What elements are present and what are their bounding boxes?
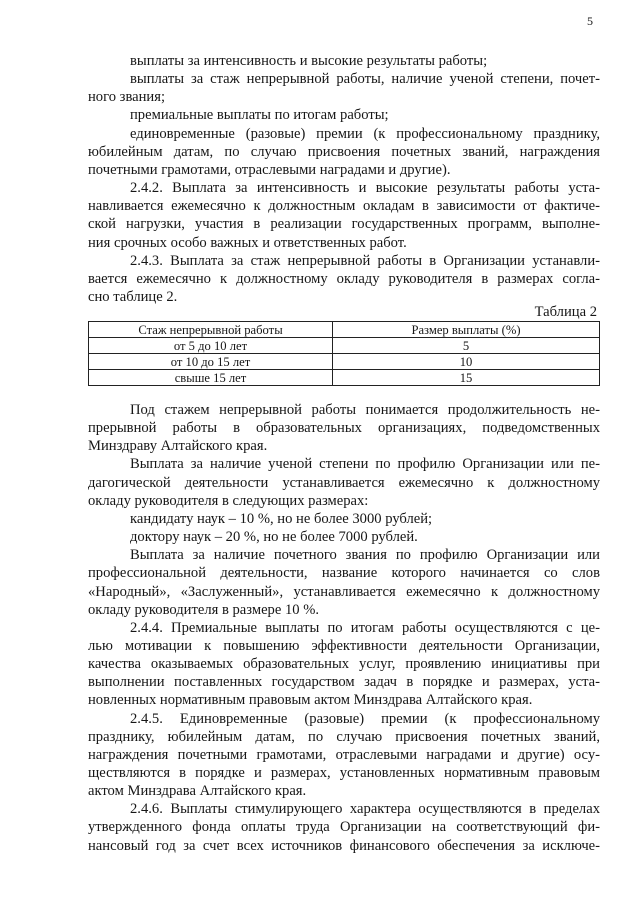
text-line: премиальные выплаты по итогам работы; xyxy=(130,107,389,124)
text-line: выплаты за стаж непрерывной работы, наличие ученой степени, почет- xyxy=(130,71,600,88)
text-line: празднику, юбилейным датам, по случаю присвоения почетных званий, xyxy=(88,728,600,745)
text-line: юбилейным датам, по случаю присвоения почетных званий, награждения xyxy=(88,143,600,160)
seniority-table xyxy=(88,321,600,386)
text-line: качества оказываемых образовательных услуг, проявлению инициативы при xyxy=(88,656,600,673)
text-line: окладу руководителя в размере 10 %. xyxy=(88,601,320,618)
text-line: почетными грамотами, отраслевыми наградами и другие). xyxy=(88,161,451,178)
table-row xyxy=(89,354,600,370)
text-line: «Народный», «Заслуженный», устанавливается ежемесячно к должностному xyxy=(88,583,600,600)
text-line: Минздраву Алтайского края. xyxy=(88,438,268,455)
text-line: новленных нормативным правовым актом Минздрава Алтайского края. xyxy=(88,692,533,709)
text-line: 2.4.2. Выплата за интенсивность и высокие результаты работы уста- xyxy=(130,180,600,197)
text-line: выплаты за интенсивность и высокие результаты работы; xyxy=(130,53,488,69)
text-line: вается ежемесячно к должностному окладу руководителя в размерах согла- xyxy=(88,270,600,287)
text-line: дагогической деятельности устанавливается ежемесячно к должностному xyxy=(88,474,600,491)
table-row xyxy=(89,370,600,386)
text-line: окладу руководителя в следующих размерах: xyxy=(88,492,369,509)
text-line: единовременные (разовые) премии (к профессиональному празднику, xyxy=(130,125,600,142)
text-line: кандидату наук – 10 %, но не более 3000 рублей; xyxy=(130,510,433,527)
text-line: выполнении поставленных государством задач в порядке и размерах, уста- xyxy=(88,674,600,691)
text-line: 2.4.4. Премиальные выплаты по итогам работы осуществляются с це- xyxy=(130,619,600,636)
text-line: Под стажем непрерывной работы понимается продолжительность не- xyxy=(130,402,600,418)
table-cell: свыше 15 лет xyxy=(89,370,333,386)
text-line: 2.4.6. Выплаты стимулирующего характера осуществляются в пределах xyxy=(130,801,600,818)
text-line: прерывной работы в образовательных организациях, подведомственных xyxy=(88,420,600,437)
text-line: ществляются в порядке и размерах, установленных нормативным правовым xyxy=(88,765,600,781)
page-number: 5 xyxy=(587,14,593,28)
table-header-seniority: Стаж непрерывной работы xyxy=(89,322,333,338)
table-cell: от 10 до 15 лет xyxy=(89,354,333,370)
table-header-row xyxy=(89,322,600,338)
text-line: актом Минздрава Алтайского края. xyxy=(88,783,307,800)
table-row xyxy=(89,338,600,354)
text-line: утвержденного фонда оплаты труда Организации на соответствующий фи- xyxy=(88,819,600,836)
text-line: доктору наук – 20 %, но не более 7000 рублей. xyxy=(130,529,418,546)
text-line: навливается ежемесячно к должностным окладам в зависимости от фактиче- xyxy=(88,198,600,215)
text-line: награждения почетными грамотами, отраслевыми наградами и другие) осу- xyxy=(88,746,600,763)
text-line: нансовый год за счет всех источников финансового обеспечения за исключе- xyxy=(88,837,600,854)
text-line: профессиональной деятельности, название которого начинается со слов xyxy=(88,565,600,582)
text-line: Выплата за наличие почетного звания по профилю Организации или xyxy=(130,547,600,564)
text-line: 2.4.3. Выплата за стаж непрерывной работы в Организации устанавли- xyxy=(130,252,600,269)
table-cell: 15 xyxy=(333,370,600,386)
text-line: 2.4.5. Единовременные (разовые) премии (к профессиональному xyxy=(130,710,600,727)
table-cell: от 5 до 10 лет xyxy=(89,338,333,354)
text-line: сно таблице 2. xyxy=(88,288,178,305)
text-line: лью мотивации к повышению эффективности деятельности Организации, xyxy=(88,637,600,654)
table-header-payment: Размер выплаты (%) xyxy=(333,322,600,338)
text-line: ской нагрузки, участия в реализации государственных программ, выполне- xyxy=(88,216,600,233)
text-line: Выплата за наличие ученой степени по профилю Организации или пе- xyxy=(130,456,600,473)
table-caption: Таблица 2 xyxy=(534,304,597,320)
text-line: ного звания; xyxy=(88,89,166,106)
table-cell: 10 xyxy=(333,354,600,370)
table-cell: 5 xyxy=(333,338,600,354)
text-line: ния срочных особо важных и ответственных работ. xyxy=(88,234,407,251)
